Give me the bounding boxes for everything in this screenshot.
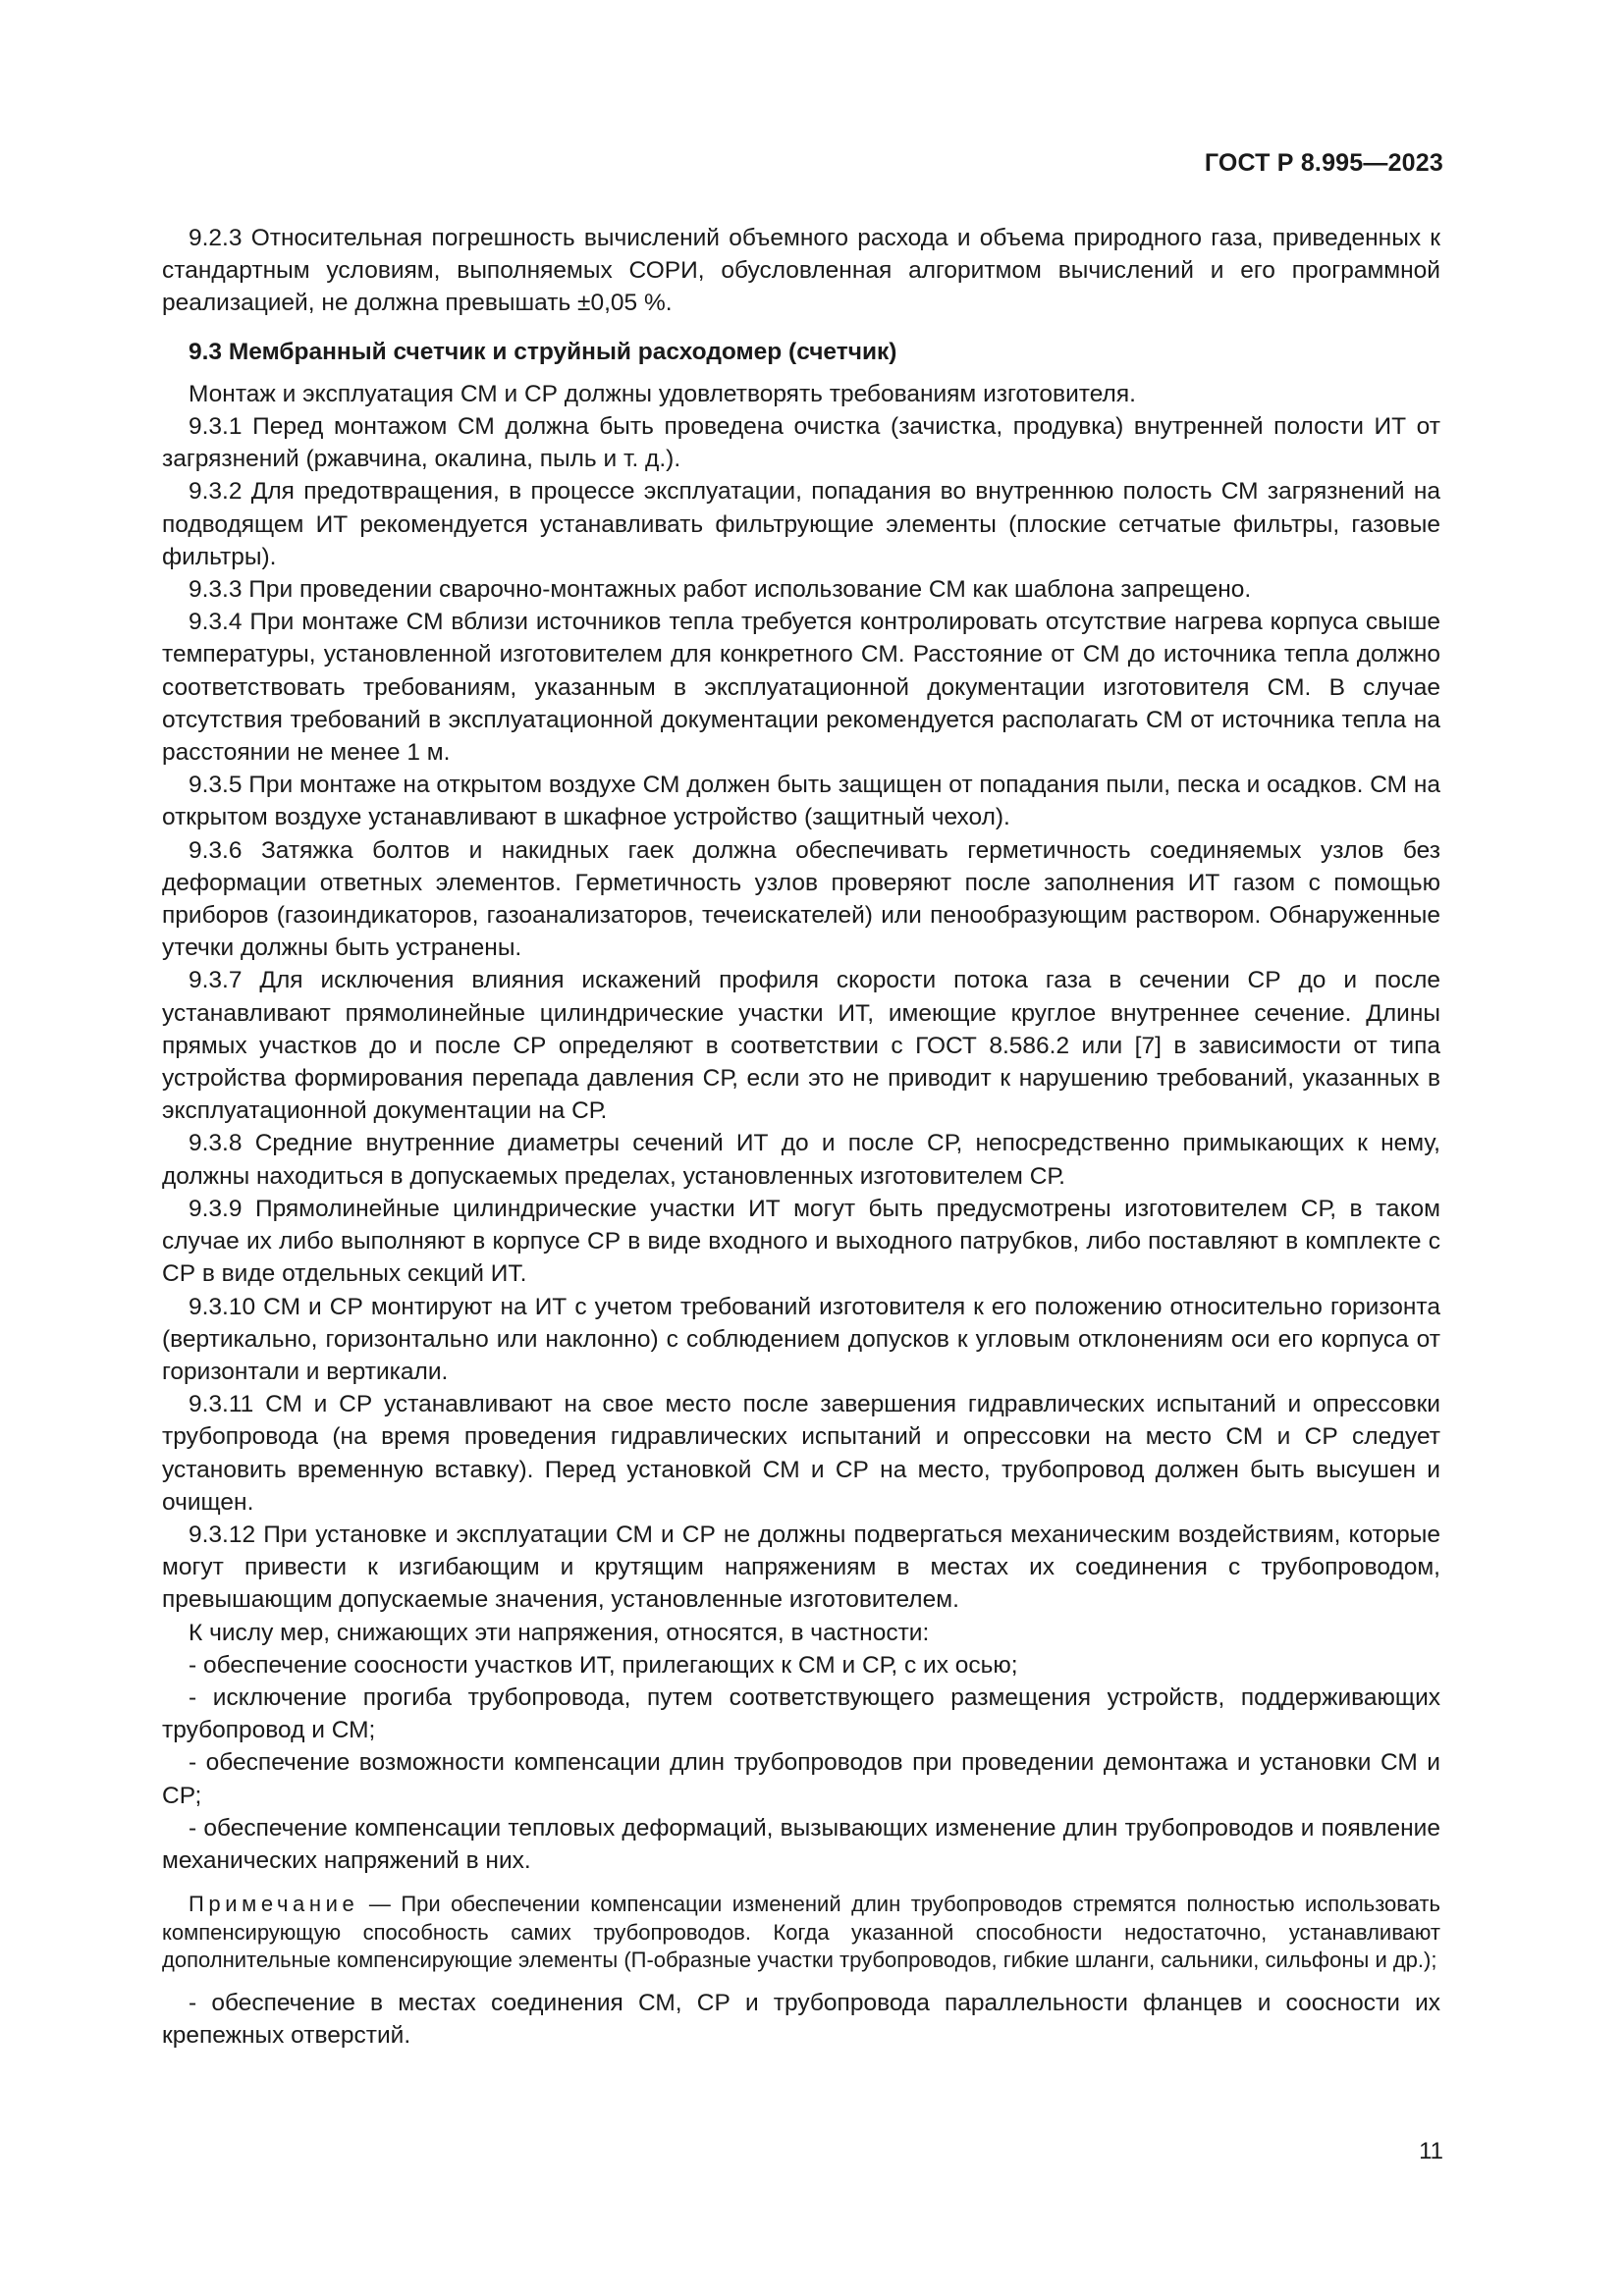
paragraph-9-3-8: 9.3.8 Средние внутренние диаметры сечений ИТ до и после СР, непосредственно примыкающих к нему, должны находиться в допускаемых пределах, установленных изготовителем СР.	[162, 1130, 1440, 1190]
paragraph-9-2-3: 9.2.3 Относительная погрешность вычислений объемного расхода и объема природного газа, приведенных к стандартным условиям, выполняемых СОРИ, обусловленная алгоритмом вычислений и его программной реализацией, не должна превышать ±0,05 %.	[162, 225, 1440, 317]
paragraph-9-3-9: 9.3.9 Прямолинейные цилиндрические участки ИТ могут быть предусмотрены изготовителем СР, в таком случае их либо выполняют в корпусе СР в виде входного и выходного патрубков, либо поставляют в комплекте с СР в виде отдельных секций ИТ.	[162, 1195, 1440, 1288]
paragraph-9-3-3: 9.3.3 При проведении сварочно-монтажных работ использование СМ как шаблона запрещено.	[189, 576, 1252, 604]
section-heading-9-3: 9.3 Мембранный счетчик и струйный расходомер (счетчик)	[189, 338, 897, 365]
page-number: 11	[1419, 2138, 1443, 2164]
measure-item: - исключение прогиба трубопровода, путем соответствующего размещения устройств, поддерживающих трубопровод и СМ;	[162, 1683, 1440, 1744]
paragraph-9-3-7: 9.3.7 Для исключения влияния искажений профиля скорости потока газа в сечении СР до и после устанавливают прямолинейные цилиндрические участки ИТ, имеющие круглое внутреннее сечение. Длины прямых участков до и после СР определяют в соответствии с ГОСТ 8.586.2 или [7] в зависимости от типа устройства формирования перепада давления СР, если это не приводит к нарушению требований, указанных в эксплуатационной документации на СР.	[162, 967, 1440, 1125]
paragraph-9-3-6: 9.3.6 Затяжка болтов и накидных гаек должна обеспечивать герметичность соединяемых узлов без деформации ответных элементов. Герметичность узлов проверяют после заполнения ИТ газом с помощью приборов (газоиндикаторов, газоанализаторов, течеискателей) или пенообразующим раствором. Обнаруженные утечки должны быть устранены.	[162, 836, 1440, 962]
measure-item: - обеспечение соосности участков ИТ, прилегающих к СМ и СР, с их осью;	[189, 1651, 1018, 1679]
note-text: — При обеспечении компенсации изменений длин трубопроводов стремятся полностью использовать компенсирующую способность самих трубопроводов. Когда указанной способности недостаточно, устанавливают дополнительные компенсирующие элементы (П-образные участки трубопроводов, гибкие шланги, сальники, сильфоны и др.);	[162, 1892, 1440, 1973]
note-block	[162, 1891, 1440, 1975]
paragraph-9-3-11: 9.3.11 СМ и СР устанавливают на свое место после завершения гидравлических испытаний и опрессовки трубопровода (на время проведения гидравлических испытаний и опрессовки на место СМ и СР следует установить временную вставку). Перед установкой СМ и СР на место, трубопровод должен быть высушен и очищен.	[162, 1391, 1440, 1516]
measure-item: - обеспечение компенсации тепловых деформаций, вызывающих изменение длин трубопроводов и появление механических напряжений в них.	[162, 1814, 1440, 1874]
note-label: Примечание	[189, 1892, 359, 1917]
paragraph-9-3-2: 9.3.2 Для предотвращения, в процессе эксплуатации, попадания во внутреннюю полость СМ загрязнений на подводящем ИТ рекомендуется устанавливать фильтрующие элементы (плоские сетчатые фильтры, газовые фильтры).	[162, 478, 1440, 570]
measure-item: - обеспечение в местах соединения СМ, СР и трубопровода параллельности фланцев и соосности их крепежных отверстий.	[162, 1989, 1440, 2049]
measures-intro: К числу мер, снижающих эти напряжения, относятся, в частности:	[189, 1619, 930, 1646]
standard-designation: ГОСТ Р 8.995—2023	[1204, 149, 1443, 177]
paragraph-9-3-10: 9.3.10 СМ и СР монтируют на ИТ с учетом требований изготовителя к его положению относительно горизонта (вертикально, горизонтально или наклонно) с соблюдением допусков к угловым отклонениям оси его корпуса от горизонтали и вертикали.	[162, 1293, 1440, 1385]
paragraph-9-3-5: 9.3.5 При монтаже на открытом воздухе СМ должен быть защищен от попадания пыли, песка и осадков. СМ на открытом воздухе устанавливают в шкафное устройство (защитный чехол).	[162, 772, 1440, 831]
paragraph-9-3-intro: Монтаж и эксплуатация СМ и СР должны удовлетворять требованиям изготовителя.	[189, 380, 1136, 407]
paragraph-9-3-1: 9.3.1 Перед монтажом СМ должна быть проведена очистка (зачистка, продувка) внутренней полости ИТ от загрязнений (ржавчина, окалина, пыль и т. д.).	[162, 413, 1440, 473]
paragraph-9-3-12: 9.3.12 При установке и эксплуатации СМ и СР не должны подвергаться механическим воздействиям, которые могут привести к изгибающим и крутящим напряжениям в местах их соединения с трубопроводом, превышающим допускаемые значения, установленные изготовителем.	[162, 1521, 1440, 1614]
measure-item: - обеспечение возможности компенсации длин трубопроводов при проведении демонтажа и установки СМ и СР;	[162, 1749, 1440, 1809]
paragraph-9-3-4: 9.3.4 При монтаже СМ вблизи источников тепла требуется контролировать отсутствие нагрева корпуса свыше температуры, установленной изготовителем для конкретного СМ. Расстояние от СМ до источника тепла должно соответствовать требованиям, указанным в эксплуатационной документации изготовителя СМ. В случае отсутствия требований в эксплуатационной документации рекомендуется располагать СМ от источника тепла на расстоянии не менее 1 м.	[162, 609, 1440, 767]
document-body	[162, 222, 1440, 2052]
